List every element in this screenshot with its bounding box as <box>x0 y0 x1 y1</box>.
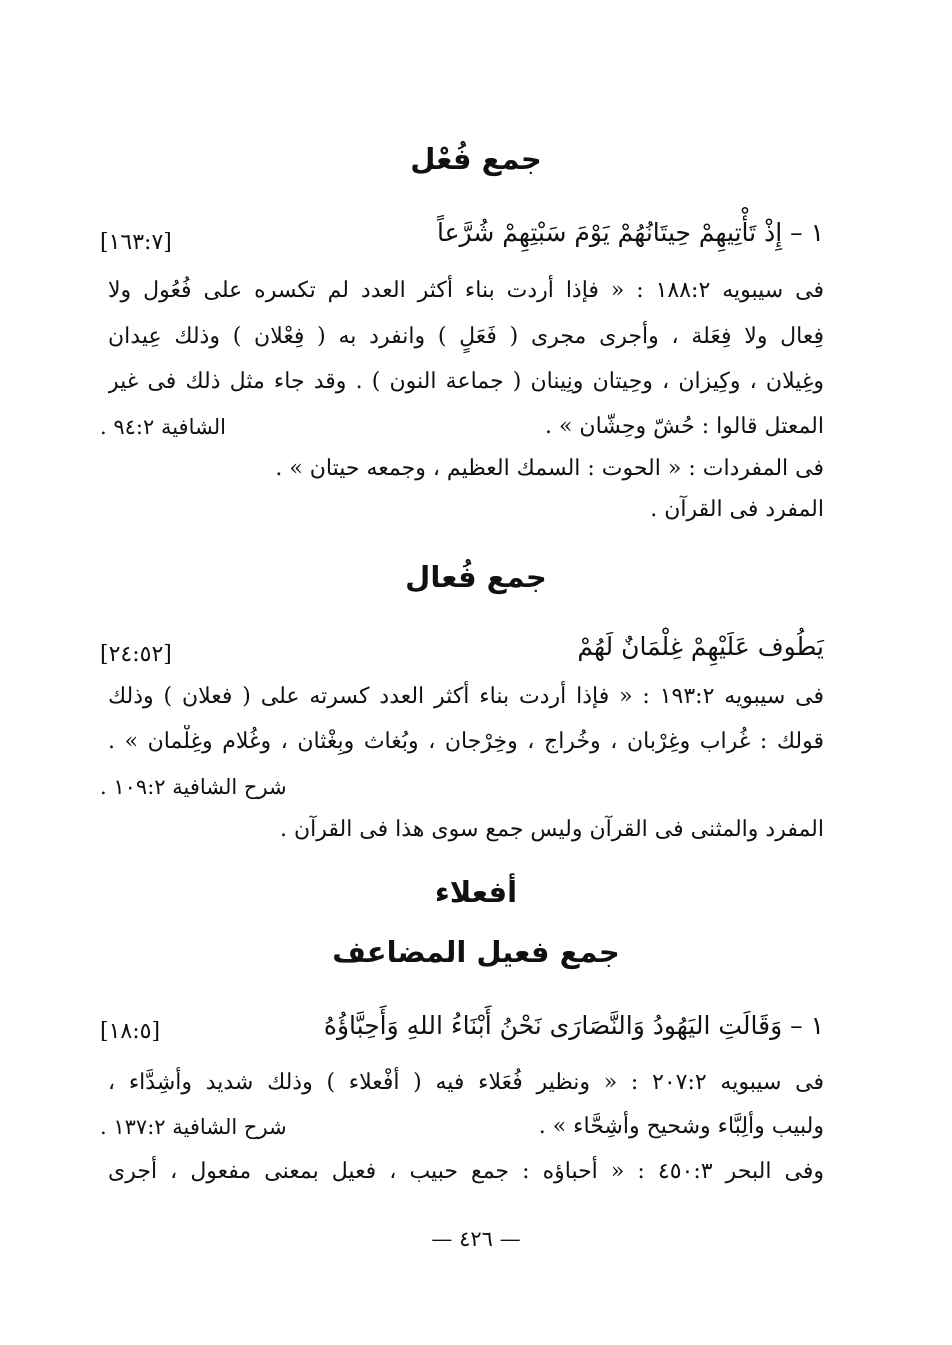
source-note-2: شرح الشافية ١٠٩:٢ . <box>100 775 287 799</box>
commentary-line: المعتل قالوا : حُشّ وحِشّان » . <box>544 414 824 439</box>
verse-reference-3: [١٨:٥] <box>100 1019 161 1044</box>
quran-verse-2: يَطُوف عَلَيْهِمْ غِلْمَانٌ لَهُمْ <box>577 632 824 661</box>
commentary-line: المفرد والمثنى فى القرآن وليس جمع سوى هذا فى القرآن . <box>279 817 824 842</box>
quran-verse-3: ١ – وَقَالَتِ اليَهُودُ وَالنَّصَارَى نَحْنُ أَبْنَاءُ اللهِ وَأَحِبَّاؤُهُ <box>323 1011 824 1040</box>
source-note-1: الشافية ٩٤:٢ . <box>100 415 226 439</box>
commentary-line: وغِيلان ، وكِيزان ، وحِيتان ونِينان ( جماعة النون ) . وقد جاء مثل ذلك فى غير <box>108 369 824 394</box>
page-number: — ٤٢٦ — <box>431 1227 521 1251</box>
verse-reference-2: [٢٤:٥٢] <box>100 642 172 667</box>
quran-verse-1: ١ – إِذْ تَأْتِيهِمْ حِيتَانُهُمْ يَوْمَ سَبْتِهِمْ شُرَّعاً <box>437 218 824 247</box>
commentary-line: قولك : غُراب وغِرْبان ، وخُراج ، وخِرْجان ، وبُغاث وبِغْثان ، وغُلام وغِلْمان » . <box>108 729 824 754</box>
commentary-line: فى سيبويه ١٩٣:٢ : « فإذا أردت بناء أكثر العدد كسرته على ( فعلان ) وذلك <box>108 684 824 709</box>
section-heading-3: أفعلاء <box>434 875 518 909</box>
commentary-line: فى المفردات : « الحوت : السمك العظيم ، وجمعه حيتان » . <box>275 456 824 481</box>
commentary-line: وفى البحر ٤٥٠:٣ : « أحباؤه : جمع حبيب ، فعيل بمعنى مفعول ، أجرى <box>108 1159 824 1184</box>
verse-reference-1: [١٦٣:٧] <box>100 230 172 255</box>
commentary-line: فى سيبويه ٢٠٧:٢ : « ونظير فُعَلاء فيه ( أفْعلاء ) وذلك شديد وأشِدَّاء ، <box>108 1070 824 1095</box>
commentary-line: ولبيب وألِبَّاء وشحيح وأشِحَّاء » . <box>538 1114 824 1139</box>
commentary-line: المفرد فى القرآن . <box>650 497 824 522</box>
commentary-line: فى سيبويه ١٨٨:٢ : « فإذا أردت بناء أكثر العدد لم تكسره على فُعُول ولا <box>108 278 824 303</box>
section-heading-4: جمع فعيل المضاعف <box>332 935 620 969</box>
section-heading-2: جمع فُعال <box>405 560 547 594</box>
source-note-3: شرح الشافية ١٣٧:٢ . <box>100 1115 287 1139</box>
commentary-line: فِعال ولا فِعَلة ، وأجرى مجرى ( فَعَلٍ ) وانفرد به ( فِعْلان ) وذلك عِيدان <box>108 324 824 349</box>
section-heading-1: جمع فُعْل <box>410 142 542 176</box>
